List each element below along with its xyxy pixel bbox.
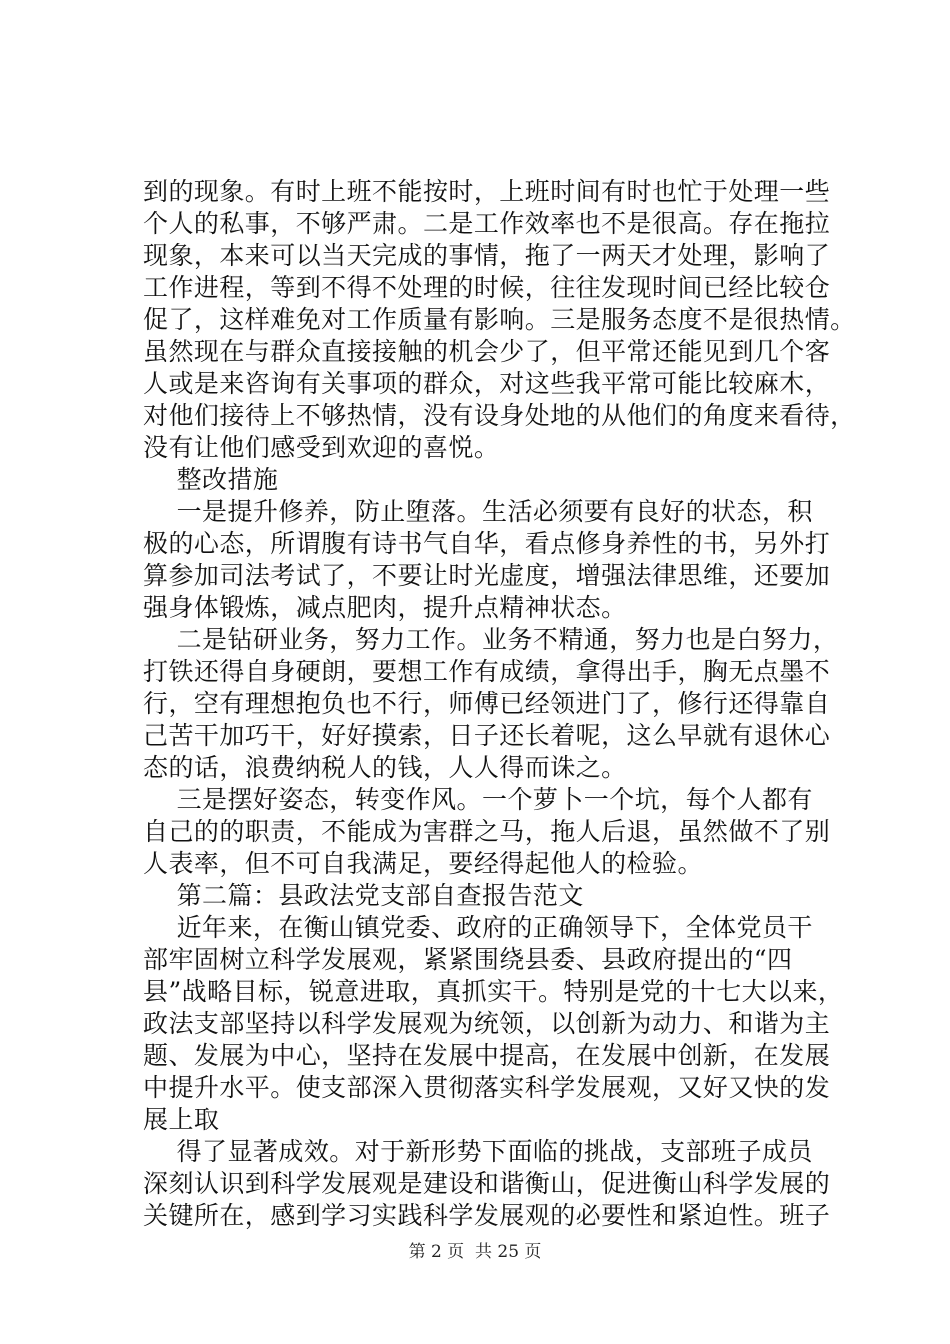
text-line: 自己的的职责，不能成为害群之马，拖人后退，虽然做不了别 — [143, 817, 831, 846]
section-heading: 整改措施 — [143, 465, 279, 494]
section-heading: 第二篇：县政法党支部自查报告范文 — [143, 881, 584, 910]
text-line: 没有让他们感受到欢迎的喜悦。 — [143, 433, 500, 462]
text-line: 深刻认识到科学发展观是建设和谐衡山，促进衡山科学发展的 — [143, 1169, 831, 1198]
text-line: 行，空有理想抱负也不行，师傅已经领进门了，修行还得靠自 — [143, 689, 831, 718]
text-line: 促了，这样难免对工作质量有影响。三是服务态度不是很热情。 — [143, 305, 856, 334]
text-line: 县”战略目标，锐意进取，真抓实干。特别是党的十七大以来， — [143, 977, 844, 1006]
text-line: 政法支部坚持以科学发展观为统领，以创新为动力、和谐为主 — [143, 1009, 831, 1038]
text-line: 中提升水平。使支部深入贯彻落实科学发展观，又好又快的发 — [143, 1073, 831, 1102]
page-number-footer: 第 2 页 共 25 页 — [408, 1242, 542, 1262]
text-line: 关键所在，感到学习实践科学发展观的必要性和紧迫性。班子 — [143, 1201, 831, 1230]
text-line: 三是摆好姿态，转变作风。一个萝卜一个坑，每个人都有 — [143, 785, 813, 814]
text-line: 打铁还得自身硬朗，要想工作有成绩，拿得出手，胸无点墨不 — [143, 657, 831, 686]
text-line: 态的话，浪费纳税人的钱，人人得而诛之。 — [143, 753, 627, 782]
text-line: 二是钻研业务，努力工作。业务不精通，努力也是白努力， — [143, 625, 839, 654]
text-line: 展上取 — [143, 1105, 220, 1134]
text-line: 强身体锻炼，减点肥肉，提升点精神状态。 — [143, 593, 627, 622]
text-line: 人表率，但不可自我满足，要经得起他人的检验。 — [143, 849, 703, 878]
text-line: 对他们接待上不够热情，没有设身处地的从他们的角度来看待， — [143, 401, 856, 430]
text-line: 个人的私事，不够严肃。二是工作效率也不是很高。存在拖拉 — [143, 209, 831, 238]
text-line: 到的现象。有时上班不能按时，上班时间有时也忙于处理一些 — [143, 177, 831, 206]
text-line: 己苦干加巧干，好好摸索，日子还长着呢，这么早就有退休心 — [143, 721, 831, 750]
text-line: 题、发展为中心，坚持在发展中提高，在发展中创新，在发展 — [143, 1041, 831, 1070]
text-line: 算参加司法考试了，不要让时光虚度，增强法律思维，还要加 — [143, 561, 831, 590]
text-line: 极的心态，所谓腹有诗书气自华，看点修身养性的书，另外打 — [143, 529, 831, 558]
text-line: 虽然现在与群众直接接触的机会少了，但平常还能见到几个客 — [143, 337, 831, 366]
document-body — [143, 176, 856, 1232]
text-line: 得了显著成效。对于新形势下面临的挑战，支部班子成员 — [143, 1137, 813, 1166]
text-line: 现象，本来可以当天完成的事情，拖了一两天才处理，影响了 — [143, 241, 831, 270]
text-line: 部牢固树立科学发展观，紧紧围绕县委、县政府提出的“四 — [143, 945, 793, 974]
text-line: 一是提升修养，防止堕落。生活必须要有良好的状态，积 — [143, 497, 813, 526]
text-line: 人或是来咨询有关事项的群众，对这些我平常可能比较麻木， — [143, 369, 831, 398]
text-line: 工作进程，等到不得不处理的时候，往往发现时间已经比较仓 — [143, 273, 831, 302]
text-line: 近年来，在衡山镇党委、政府的正确领导下，全体党员干 — [143, 913, 813, 942]
